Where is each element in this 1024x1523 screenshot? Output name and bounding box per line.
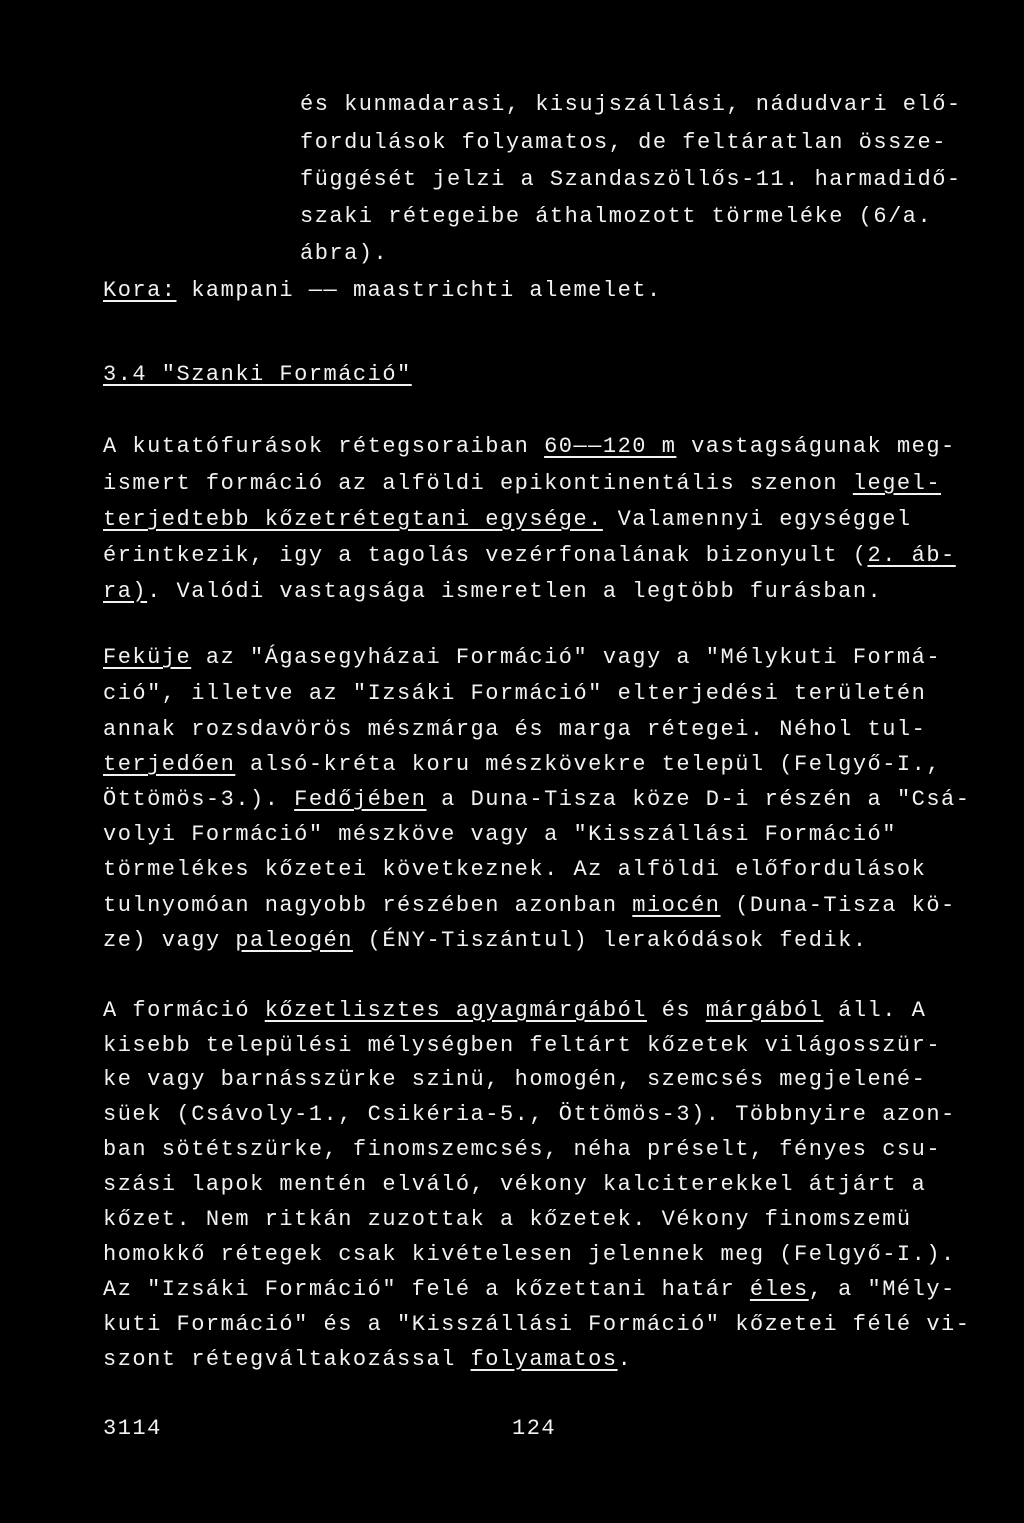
text-span: Feküje [103,645,192,670]
text-line [103,715,926,745]
text-span: szaki rétegeibe áthalmozott törmeléke (6/a. [300,204,933,229]
text-span: süek (Csávoly-1., Csikéria-5., Öttömös-3). Többnyire azon- [103,1102,956,1127]
text-line [300,202,932,232]
text-span: ismert formáció az alföldi epikontinentális szenon [103,471,853,496]
text-line [103,541,956,571]
text-line [300,90,962,120]
text-span: terjedtebb kőzetrétegtani egysége. [103,507,603,532]
text-line [103,432,956,462]
text-span: Valamennyi egységgel [602,507,912,532]
text-span: Fedőjében [294,787,427,812]
text-line [103,643,941,673]
document-code: 3114 [103,1416,162,1441]
text-span: ció", illetve az "Izsáki Formáció" elterjedési területén [103,681,927,706]
section-title-text: 3.4 "Szanki Formáció" [103,362,412,387]
text-line [103,891,956,921]
text-line [103,926,868,956]
text-span: szási lapok mentén elváló, vékony kalciterekkel átjárt a [103,1172,927,1197]
text-span: és [647,998,706,1023]
text-span: áll. A [823,998,927,1023]
text-span: törmelékes kőzetei következnek. Az alföldi előfordulások [103,857,927,882]
text-line [103,1135,941,1165]
text-line [103,505,912,535]
text-line [103,820,897,850]
text-span: és kunmadarasi, kisujszállási, nádudvari elő- [300,92,962,117]
text-line [103,1275,956,1305]
text-span: . Valódi vastagsága ismeretlen a legtöbb furásban. [147,579,883,604]
age-line [103,276,662,306]
text-span: (ÉNY-Tiszántul) lerakódások fedik. [352,928,868,953]
text-line [103,1065,926,1095]
text-span: annak rozsdavörös mészmárga és marga rétegei. Néhol tul- [103,717,927,742]
text-line [103,996,926,1026]
text-line [103,785,970,815]
section-title [103,360,412,390]
page-number: 124 [512,1416,557,1441]
text-span: kuti Formáció" és a "Kisszállási Formáció" kőzetei félé vi- [103,1312,971,1337]
text-span: éles [749,1277,809,1302]
text-span: a Duna-Tisza köze D-i részén a "Csá- [426,787,971,812]
text-line [103,1240,956,1270]
text-span: tulnyomóan nagyobb részében azonban [103,893,633,918]
text-line [103,1345,632,1375]
text-span: szont rétegváltakozással [103,1347,471,1372]
text-span: miocén [632,893,721,918]
text-line [103,1170,926,1200]
text-span: fordulások folyamatos, de feltáratlan össze- [300,130,947,155]
text-span: ábra). [300,241,389,266]
text-line [103,750,941,780]
text-span: ke vagy barnásszürke szinü, homogén, szemcsés megjelené- [103,1067,927,1092]
text-span: ze) vagy [103,928,236,953]
text-line [103,679,926,709]
text-span: alsó-kréta koru mészkövekre települ (Felgyő-I., [235,752,942,777]
text-line [103,577,882,607]
text-span: márgából [705,998,824,1023]
text-span: ra) [103,579,148,604]
text-span: A formáció [103,998,265,1023]
text-line [103,1205,912,1235]
text-span: érintkezik, igy a tagolás vezérfonalának bizonyult ( [103,543,868,568]
text-line [103,1100,956,1130]
age-value: kampani —— maastrichti alemelet. [176,278,662,303]
text-span: Öttömös-3.). [103,787,295,812]
text-line [103,1031,941,1061]
text-span: kőzet. Nem ritkán zuzottak a kőzetek. Vékony finomszemü [103,1207,912,1232]
text-span: legel- [852,471,942,496]
text-span: függését jelzi a Szandaszöllős-11. harmadidő- [300,167,962,192]
text-span: paleogén [235,928,353,953]
text-line [103,469,941,499]
text-line [103,855,926,885]
text-span: az "Ágasegyházai Formáció" vagy a "Mélykuti Formá- [191,645,942,670]
text-span: folyamatos [470,1347,618,1372]
text-span: , a "Mély- [808,1277,956,1302]
text-span: ban sötétszürke, finomszemcsés, néha préselt, fényes csu- [103,1137,942,1162]
text-span: (Duna-Tisza kö- [720,893,956,918]
text-span: 2. áb- [867,543,956,568]
text-span: homokkő rétegek csak kivételesen jelennek meg (Felgyő-I.). [103,1242,956,1267]
text-line [103,1310,970,1340]
text-span: volyi Formáció" mészköve vagy a "Kisszállási Formáció" [103,822,897,847]
text-span: 60——120 m [544,434,677,459]
text-span: A kutatófurások rétegsoraiban [103,434,545,459]
text-span: kőzetlisztes agyagmárgából [264,998,647,1023]
text-line [300,239,388,269]
text-span: terjedően [103,752,236,777]
age-label: Kora: [103,278,177,303]
text-line [300,128,947,158]
text-span: vastagságunak meg- [676,434,956,459]
text-span: Az "Izsáki Formáció" felé a kőzettani határ [103,1277,750,1302]
text-span: . [617,1347,633,1372]
text-line [300,165,962,195]
text-span: kisebb települési mélységben feltárt kőzetek világosszür- [103,1033,942,1058]
